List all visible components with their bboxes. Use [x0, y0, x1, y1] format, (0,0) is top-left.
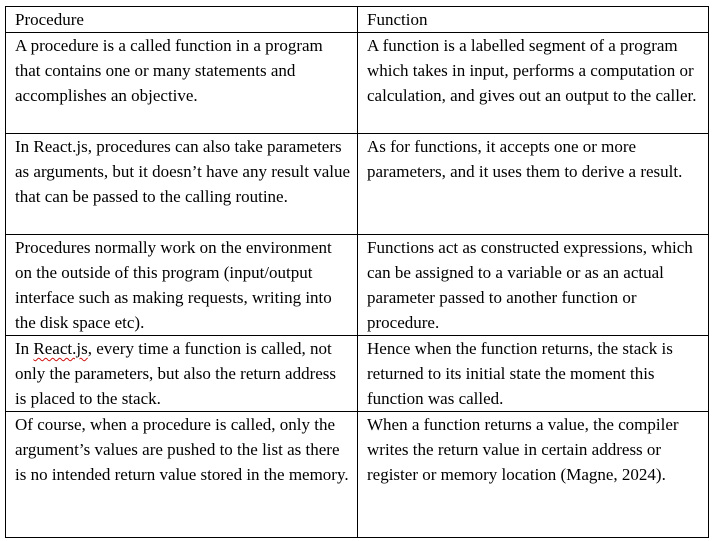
- header-function: Function: [358, 7, 709, 33]
- procedure-vs-function-table: [5, 6, 709, 538]
- function-cell: Hence when the function returns, the stack is returned to its initial state the moment this function was called.: [358, 336, 709, 412]
- procedure-cell: Of course, when a procedure is called, only the argument’s values are pushed to the list as there is no intended return value stored in the memory.: [6, 412, 358, 538]
- table-row: [6, 33, 709, 134]
- procedure-cell: A procedure is a called function in a program that contains one or many statements and accomplishes an objective.: [6, 33, 358, 134]
- table-row: [6, 336, 709, 412]
- procedure-text-prefix: In: [15, 339, 34, 358]
- header-row: [6, 7, 709, 33]
- function-cell: A function is a labelled segment of a program which takes in input, performs a computation or calculation, and gives out an output to the caller.: [358, 33, 709, 134]
- procedure-cell: In React.js, procedures can also take parameters as arguments, but it doesn’t have any result value that can be passed to the calling routine.: [6, 134, 358, 235]
- procedure-cell: Procedures normally work on the environment on the outside of this program (input/output interface such as making requests, writing into the disk space etc).: [6, 235, 358, 336]
- comparison-table-container: [5, 6, 708, 538]
- table-row: [6, 235, 709, 336]
- function-cell: Functions act as constructed expressions, which can be assigned to a variable or as an actual parameter passed to another function or procedure.: [358, 235, 709, 336]
- header-procedure: Procedure: [6, 7, 358, 33]
- function-cell: As for functions, it accepts one or more parameters, and it uses them to derive a result.: [358, 134, 709, 235]
- procedure-text-suffix: , every time a function is called, not only the parameters, but also the return address is placed to the stack.: [15, 339, 337, 408]
- table-row: [6, 412, 709, 538]
- function-cell: When a function returns a value, the compiler writes the return value in certain address or register or memory location (Magne, 2024).: [358, 412, 709, 538]
- spellcheck-flagged-word: React.js: [33, 339, 88, 358]
- table-row: [6, 134, 709, 235]
- procedure-cell: [6, 336, 358, 412]
